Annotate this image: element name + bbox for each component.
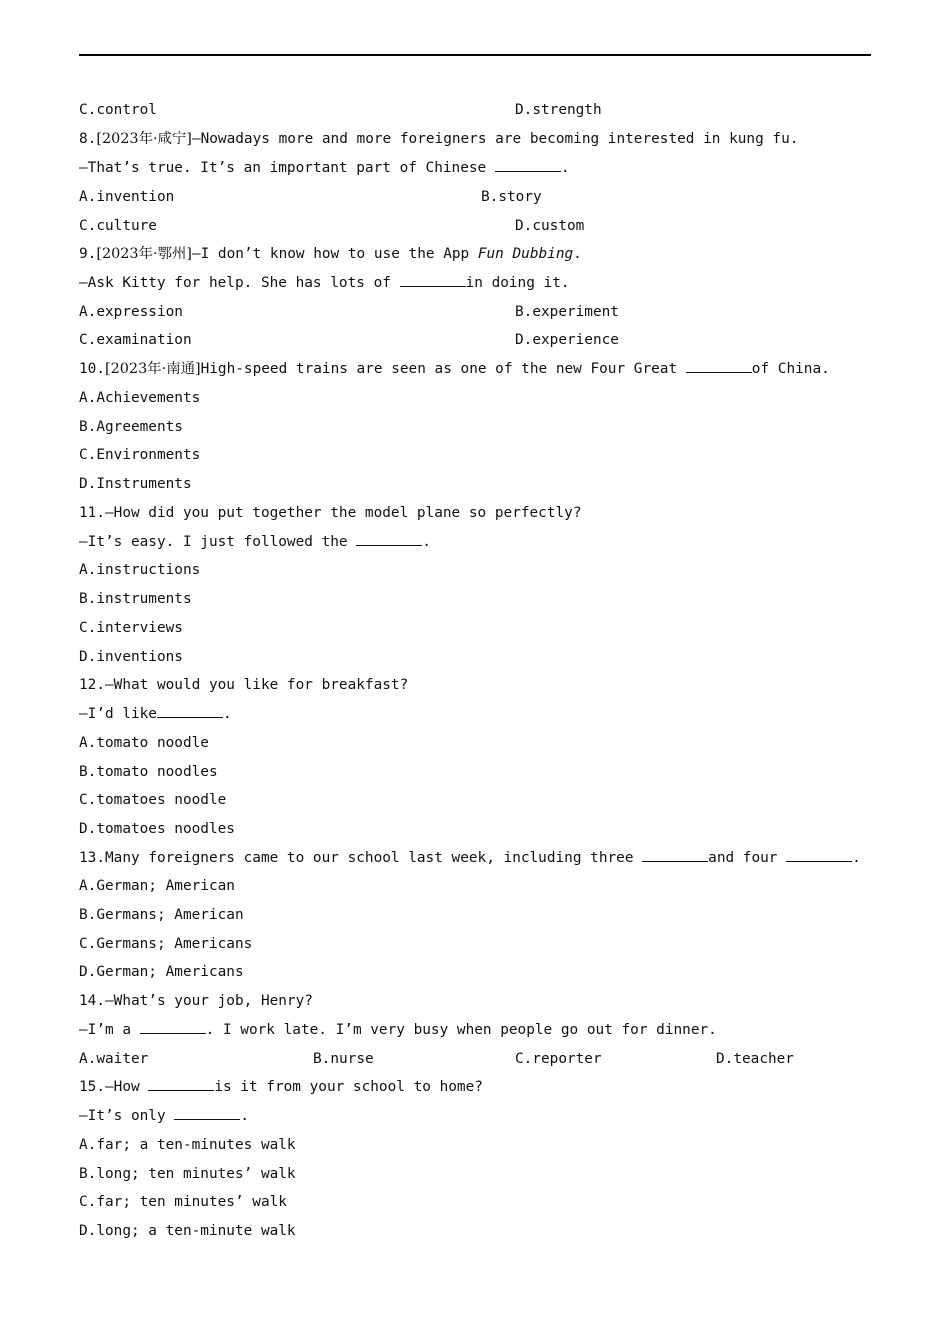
question-text: . I work late. I’m very busy when people go out for dinner.: [205, 1022, 717, 1038]
q10-option-b[interactable]: B.Agreements: [79, 419, 183, 435]
question-source: [2023年·鄂州]: [96, 246, 192, 262]
question-number: 8.: [79, 131, 97, 147]
answer-blank: [642, 847, 708, 862]
q12-option-b[interactable]: B.tomato noodles: [79, 764, 218, 780]
question-text: of China.: [751, 361, 830, 377]
answer-blank: [157, 703, 223, 718]
question-text: 13.Many foreigners came to our school last week, including three: [79, 850, 643, 866]
answer-blank: [786, 847, 852, 862]
q12-option-a[interactable]: A.tomato noodle: [79, 735, 209, 751]
question-number: 10.: [79, 361, 105, 377]
q13-option-b[interactable]: B.Germans; American: [79, 907, 244, 923]
question-text: —I’d like: [79, 706, 157, 722]
q11-stem-line2: [79, 530, 431, 554]
q13-option-c[interactable]: C.Germans; Americans: [79, 936, 253, 952]
question-text: —It’s only: [79, 1108, 175, 1124]
q15-option-b[interactable]: B.long; ten minutes’ walk: [79, 1166, 296, 1182]
q15-option-d[interactable]: D.long; a ten-minute walk: [79, 1223, 296, 1239]
question-text: High-speed trains are seen as one of the new Four Great: [200, 361, 686, 377]
q13-stem: [79, 846, 861, 870]
question-text: —I’m a: [79, 1022, 140, 1038]
question-text: .: [422, 534, 431, 550]
q14-stem-line1: 14.—What’s your job, Henry?: [79, 993, 313, 1009]
question-text: —Ask Kitty for help. She has lots of: [79, 275, 400, 291]
question-text: and four: [708, 850, 787, 866]
q15-option-c[interactable]: C.far; ten minutes’ walk: [79, 1194, 287, 1210]
q7-option-c[interactable]: C.control: [79, 102, 157, 118]
question-text: in doing it.: [465, 275, 570, 291]
answer-blank: [686, 358, 752, 373]
question-text: .: [240, 1108, 249, 1124]
q10-option-d[interactable]: D.Instruments: [79, 476, 192, 492]
q14-option-c[interactable]: C.reporter: [515, 1051, 602, 1067]
q9-stem-line1: [79, 242, 582, 266]
question-text: 15.—How: [79, 1079, 149, 1095]
question-source: [2023年·南通]: [105, 361, 201, 377]
q9-option-d[interactable]: D.experience: [515, 332, 619, 348]
q11-stem-line1: 11.—How did you put together the model plane so perfectly?: [79, 505, 582, 521]
q7-option-d[interactable]: D.strength: [515, 102, 602, 118]
q10-option-c[interactable]: C.Environments: [79, 447, 201, 463]
question-text: .: [852, 850, 861, 866]
q9-option-b[interactable]: B.experiment: [515, 304, 619, 320]
question-text: —It’s easy. I just followed the: [79, 534, 357, 550]
question-text: .: [222, 706, 232, 722]
q12-option-c[interactable]: C.tomatoes noodle: [79, 792, 227, 808]
q14-option-a[interactable]: A.waiter: [79, 1051, 149, 1067]
answer-blank: [400, 272, 466, 287]
question-text: is it from your school to home?: [214, 1079, 483, 1095]
question-text: .: [560, 160, 570, 176]
question-text: —Nowadays more and more foreigners are becoming interested in kung fu.: [191, 131, 799, 147]
q8-option-a[interactable]: A.invention: [79, 189, 175, 205]
q10-option-a[interactable]: A.Achievements: [79, 390, 201, 406]
q12-stem-line2: [79, 702, 232, 726]
q10-stem: [79, 357, 830, 381]
q15-stem-line2: [79, 1104, 249, 1128]
answer-blank: [495, 157, 561, 172]
q9-stem-line2: [79, 271, 570, 295]
q8-option-d[interactable]: D.custom: [515, 218, 585, 234]
q12-option-d[interactable]: D.tomatoes noodles: [79, 821, 235, 837]
answer-blank: [356, 531, 422, 546]
q13-option-a[interactable]: A.German; American: [79, 878, 235, 894]
question-source: [2023年·咸宁]: [96, 131, 192, 147]
q11-option-a[interactable]: A.instructions: [79, 562, 201, 578]
q11-option-d[interactable]: D.inventions: [79, 649, 183, 665]
q8-stem-line1: [79, 127, 798, 151]
question-text: —That’s true. It’s an important part of Chinese: [79, 160, 495, 176]
question-number: 9.: [79, 246, 97, 262]
question-text: —I don’t know how to use the App: [191, 246, 478, 262]
answer-blank: [148, 1076, 214, 1091]
q13-option-d[interactable]: D.German; Americans: [79, 964, 244, 980]
q15-option-a[interactable]: A.far; a ten-minutes walk: [79, 1137, 296, 1153]
q8-option-b[interactable]: B.story: [481, 189, 542, 205]
q8-option-c[interactable]: C.culture: [79, 218, 157, 234]
q14-stem-line2: [79, 1018, 717, 1042]
q15-stem-line1: [79, 1075, 483, 1099]
header-rule: [79, 54, 871, 56]
q9-option-a[interactable]: A.expression: [79, 304, 183, 320]
q12-stem-line1: 12.—What would you like for breakfast?: [79, 677, 409, 693]
question-text: .: [573, 246, 582, 262]
q11-option-c[interactable]: C.interviews: [79, 620, 183, 636]
answer-blank: [174, 1105, 240, 1120]
app-name: Fun Dubbing: [477, 246, 574, 262]
q9-option-c[interactable]: C.examination: [79, 332, 192, 348]
q14-option-b[interactable]: B.nurse: [313, 1051, 374, 1067]
answer-blank: [140, 1019, 206, 1034]
q14-option-d[interactable]: D.teacher: [716, 1051, 794, 1067]
q11-option-b[interactable]: B.instruments: [79, 591, 192, 607]
q8-stem-line2: [79, 156, 570, 180]
